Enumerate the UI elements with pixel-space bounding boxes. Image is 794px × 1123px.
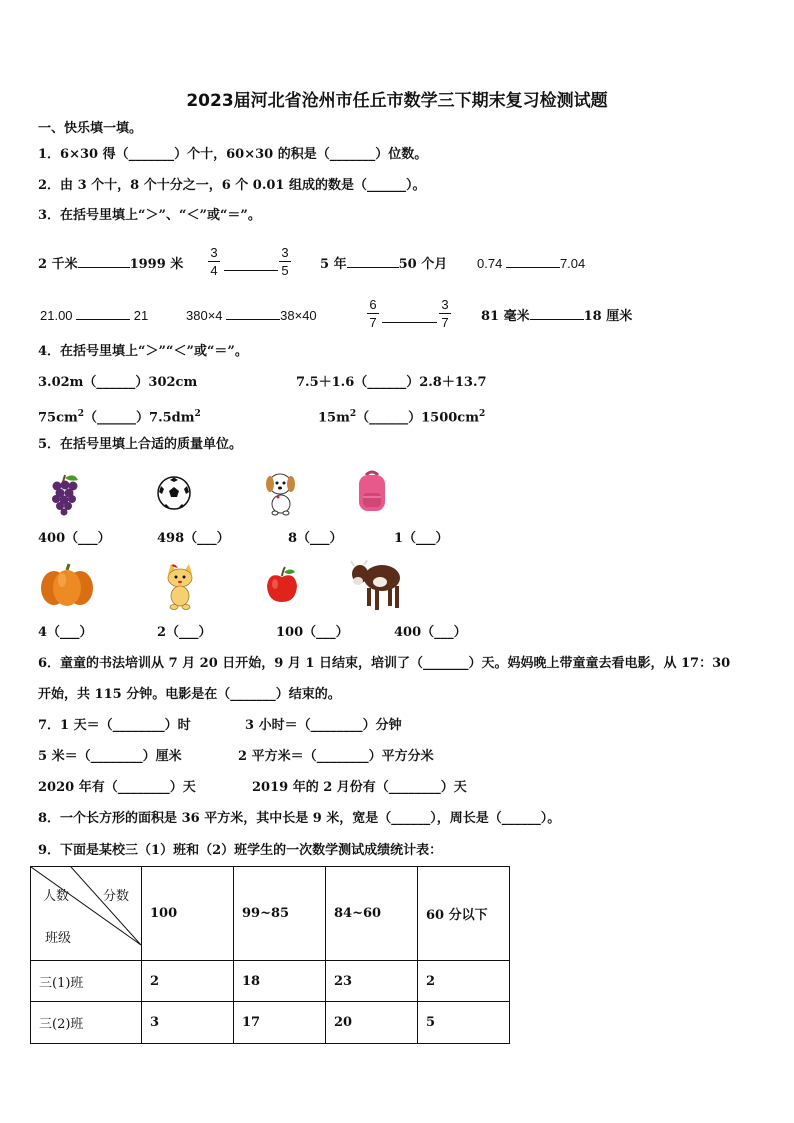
q3-right-m: 1999 米 [129, 257, 184, 272]
answer-blank[interactable] [382, 310, 437, 323]
soccer-ball-image [157, 476, 191, 510]
q7-item-a: 7．1 天＝（________）时 [38, 718, 191, 733]
page-title: 2023届河北省沧州市任丘市数学三下期末复习检测试题 [186, 91, 608, 111]
q3-item-km [38, 255, 183, 274]
table-cell: 5 [418, 1002, 510, 1044]
fraction-6-7: 6 7 [366, 296, 380, 331]
question-6-line-1: 6．童童的书法培训从 7 月 20 日开始，9 月 1 日结束，培训了（_______）天。妈妈晚上带童童去看电影，从 17：30 [38, 656, 731, 671]
fraction-3-5: 3 5 [278, 244, 292, 279]
question-9-stem: 9．下面是某校三（1）班和（2）班学生的一次数学测试成绩统计表： [38, 843, 443, 858]
header-cell: 84~60 [326, 867, 418, 961]
q3-item-2100: 21.00 21 [40, 308, 149, 323]
q4-item-b: 7.5＋1.6（______）2.8＋13.7 [296, 375, 487, 390]
table-cell: 3 [142, 1002, 234, 1044]
q5-item-cat: 2（___） [157, 625, 212, 640]
table-row [31, 961, 510, 1002]
table-cell: 23 [326, 961, 418, 1002]
backpack-image [354, 469, 390, 515]
section-heading: 一、快乐填一填。 [38, 121, 143, 136]
table-row [31, 1002, 510, 1044]
q3-item-year: 5 年 50 个月 [320, 257, 448, 272]
q7-item-d: 2 平方米＝（________）平方分米 [238, 749, 434, 764]
header-cell: 99~85 [234, 867, 326, 961]
table-cell: 18 [234, 961, 326, 1002]
table-cell: 17 [234, 1002, 326, 1044]
header-cell: 60 分以下 [418, 867, 510, 961]
answer-blank[interactable] [226, 307, 280, 320]
fraction-3-7: 3 7 [438, 296, 452, 331]
question-8: 8．一个长方形的面积是 36 平方米，其中长是 9 米，宽是（______），周长是（______）。 [38, 811, 561, 826]
cat-image [160, 562, 200, 610]
score-table [30, 866, 510, 1044]
q7-item-c: 5 米＝（________）厘米 [38, 749, 182, 764]
question-2: 2．由 3 个十，8 个十分之一，6 个 0.01 组成的数是（______）。 [38, 178, 426, 193]
question-3-stem: 3．在括号里填上“＞”、“＜”或“＝”。 [38, 208, 261, 223]
corner-label-class: 班级 [45, 931, 72, 946]
q5-item-puppy: 8（___） [288, 531, 343, 546]
pumpkin-image [40, 562, 94, 608]
q5-item-apple: 100（___） [276, 625, 349, 640]
q5-item-backpack: 1（___） [394, 531, 449, 546]
corner-label-score: 分数 [103, 889, 130, 904]
q4-item-a: 3.02m（______）302cm [38, 375, 198, 390]
table-cell: 2 [142, 961, 234, 1002]
grapes-image [48, 472, 82, 516]
answer-blank[interactable] [224, 258, 278, 271]
row-label: 三(1)班 [31, 961, 142, 1002]
corner-label-count: 人数 [43, 889, 70, 904]
q7-item-f: 2019 年的 2 月份有（________）天 [252, 780, 467, 795]
answer-blank[interactable] [78, 255, 130, 268]
table-cell: 20 [326, 1002, 418, 1044]
question-5-stem: 5．在括号里填上合适的质量单位。 [38, 437, 243, 452]
q3-item-decimal: 0.74 7.04 [477, 256, 586, 271]
q3-item-product: 380×4 38×40 [186, 308, 317, 323]
q5-item-cow: 400（___） [394, 625, 467, 640]
header-cell: 100 [142, 867, 234, 961]
fraction-3-4: 3 4 [207, 244, 221, 279]
answer-blank[interactable] [530, 307, 584, 320]
q3-left-km: 2 千米 [38, 257, 78, 272]
q7-item-b: 3 小时＝（________）分钟 [245, 718, 402, 733]
q5-item-ball: 498（___） [157, 531, 230, 546]
q5-item-grapes: 400（___） [38, 531, 111, 546]
question-1: 1．6×30 得（_______）个十，60×30 的积是（_______）位数。 [38, 147, 428, 162]
answer-blank[interactable] [506, 255, 560, 268]
answer-blank[interactable] [76, 307, 130, 320]
q5-item-pumpkin: 4（___） [38, 625, 93, 640]
table-header-row [31, 867, 510, 961]
q3-item-mm: 81 毫米 18 厘米 [481, 309, 633, 324]
table-cell: 2 [418, 961, 510, 1002]
apple-image [265, 566, 299, 604]
diagonal-lines [31, 867, 141, 961]
row-label: 三(2)班 [31, 1002, 142, 1044]
q4-item-d: $15m^2(\_\_\_\_\_\_)1500cm^2$ [318, 409, 486, 426]
table-corner-cell [31, 867, 142, 961]
answer-blank[interactable] [347, 255, 399, 268]
puppy-image [262, 470, 298, 516]
question-6-line-2: 开始，共 115 分钟。电影是在（_______）结束的。 [38, 687, 341, 702]
q7-item-e: 2020 年有（________）天 [38, 780, 196, 795]
q4-item-c: $75cm^2(\_\_\_\_\_\_)7.5dm^2$ [38, 409, 201, 426]
question-4-stem: 4．在括号里填上“＞”“＜”或“＝”。 [38, 344, 248, 359]
cow-image [350, 556, 404, 614]
